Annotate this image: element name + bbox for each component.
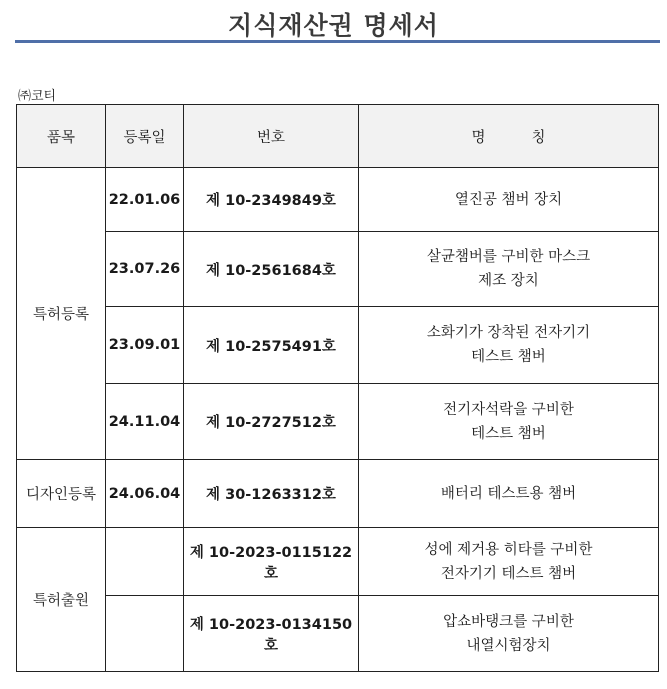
table-row <box>17 384 659 460</box>
name-line: 배터리 테스트용 챔버 <box>440 485 577 502</box>
number-cell: 제 10-2575491호 <box>184 307 359 384</box>
category-cell: 특허등록 <box>17 168 106 460</box>
header-number: 번호 <box>184 105 359 168</box>
company-name: ㈜코티 <box>18 89 57 104</box>
table-row <box>17 168 659 232</box>
category-cell: 디자인등록 <box>17 460 106 528</box>
number-cell: 제 10-2023-0115122호 <box>184 528 359 596</box>
document-title: 지식재산권 명세서 <box>228 11 439 40</box>
header-name: 명 칭 <box>359 105 659 168</box>
name-line: 내열시험장치 <box>466 637 551 654</box>
name-cell <box>359 460 659 528</box>
table-row <box>17 596 659 672</box>
number-cell: 제 10-2023-0134150호 <box>184 596 359 672</box>
name-line: 열진공 챔버 장치 <box>454 191 563 208</box>
number-cell: 제 10-2349849호 <box>184 168 359 232</box>
ip-table <box>16 104 659 672</box>
name-cell <box>359 168 659 232</box>
name-line: 전자기기 테스트 챔버 <box>440 565 577 582</box>
date-cell: 23.09.01 <box>106 307 184 384</box>
category-cell: 특허출원 <box>17 528 106 672</box>
table-row <box>17 232 659 307</box>
name-cell <box>359 307 659 384</box>
date-cell <box>106 528 184 596</box>
date-cell: 24.06.04 <box>106 460 184 528</box>
name-line: 소화기가 장착된 전자기기 <box>426 325 591 341</box>
date-cell: 23.07.26 <box>106 232 184 307</box>
name-line: 테스트 챔버 <box>471 349 546 365</box>
table-row <box>17 528 659 596</box>
date-cell: 24.11.04 <box>106 384 184 460</box>
number-cell: 제 10-2561684호 <box>184 232 359 307</box>
name-line: 살균챔버를 구비한 마스크 <box>426 249 591 265</box>
date-cell: 22.01.06 <box>106 168 184 232</box>
name-cell <box>359 384 659 460</box>
header-date: 등록일 <box>106 105 184 168</box>
name-line: 테스트 챔버 <box>471 425 546 442</box>
number-cell: 제 10-2727512호 <box>184 384 359 460</box>
name-line: 압쇼바탱크를 구비한 <box>443 613 574 630</box>
name-line: 성에 제거용 히타를 구비한 <box>424 541 593 558</box>
name-line: 제조 장치 <box>478 273 539 289</box>
name-cell <box>359 528 659 596</box>
name-line: 전기자석락을 구비한 <box>443 401 574 418</box>
date-cell <box>106 596 184 672</box>
table-row <box>17 307 659 384</box>
name-cell <box>359 596 659 672</box>
table-row <box>17 460 659 528</box>
header-category: 품목 <box>17 105 106 168</box>
table-header-row <box>17 105 659 168</box>
title-underline <box>15 40 660 43</box>
name-cell <box>359 232 659 307</box>
number-cell: 제 30-1263312호 <box>184 460 359 528</box>
